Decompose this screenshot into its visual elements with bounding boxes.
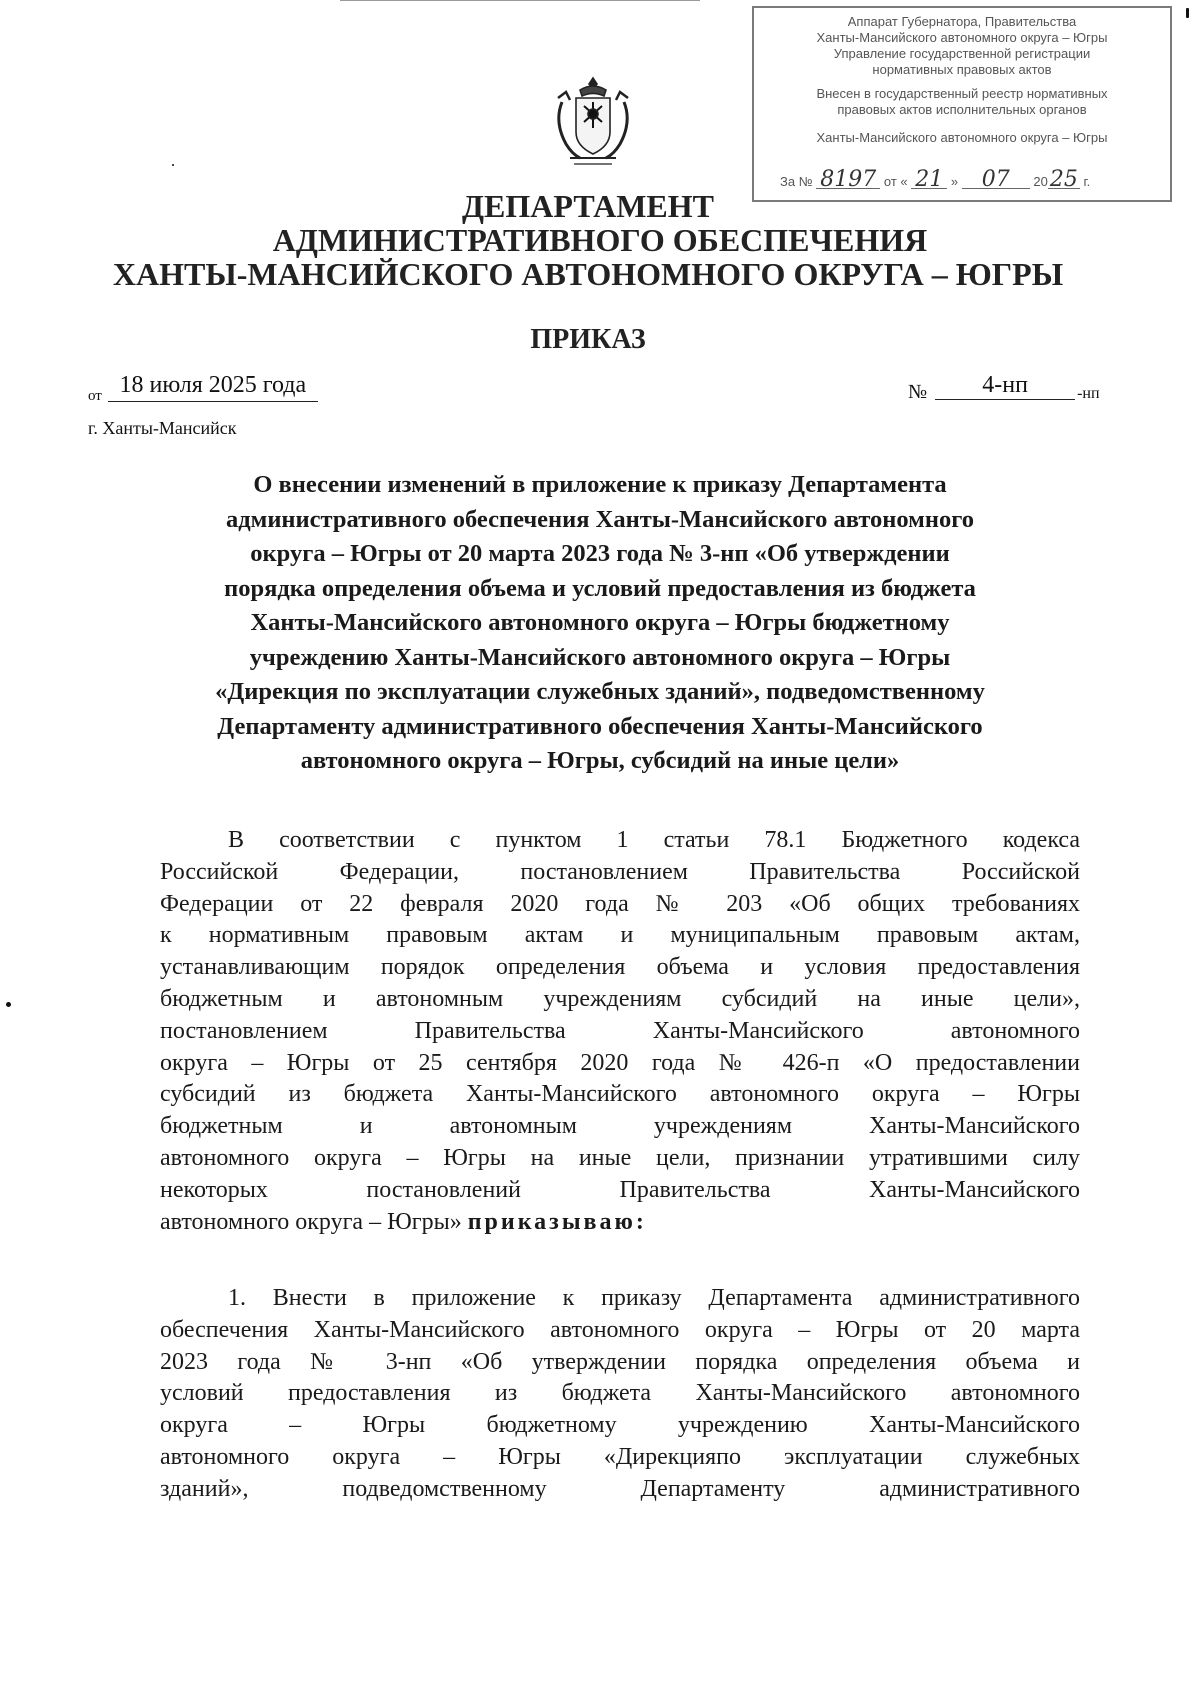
paragraph-line: бюджетным и автономным учреждениям субсидий на иные цели», bbox=[160, 985, 1080, 1012]
paragraph-line: бюджетным и автономным учреждениям Ханты-Мансийского bbox=[160, 1113, 1080, 1140]
scan-speck bbox=[172, 164, 174, 166]
paragraph-line: автономного округа – Югры «Дирекцияпо эксплуатации служебных bbox=[160, 1443, 1080, 1470]
order-number: 4-нп bbox=[935, 372, 1075, 400]
department-title-line1: ДЕПАРТАМЕНТ bbox=[462, 188, 714, 224]
department-title-line2: АДМИНИСТРАТИВНОГО ОБЕСПЕЧЕНИЯ bbox=[272, 222, 928, 258]
stamp-line: Аппарат Губернатора, Правительства bbox=[847, 14, 1077, 29]
stamp-region: Ханты-Мансийского автономного округа – Югры bbox=[816, 130, 1108, 145]
paragraph-line: субсидий из бюджета Ханты-Мансийского автономного округа – Югры bbox=[160, 1081, 1080, 1108]
paragraph-last-line bbox=[160, 1207, 1080, 1239]
paragraph-line: постановлением Правительства Ханты-Мансийского автономного bbox=[160, 1017, 1080, 1044]
subject-line: Ханты-Мансийского автономного округа – Югры бюджетному bbox=[250, 609, 950, 636]
paragraph-line: устанавливающим порядок определения объема и условия предоставления bbox=[160, 954, 1080, 981]
stamp-reg-year-suffix: г. bbox=[1083, 174, 1091, 189]
paragraph-line: некоторых постановлений Правительства Ханты-Мансийского bbox=[160, 1176, 1080, 1203]
subject-line: «Дирекция по эксплуатации служебных зданий», подведомственному bbox=[215, 678, 985, 705]
order-subject bbox=[150, 468, 1050, 779]
department-title-line3: ХАНТЫ-МАНСИЙСКОГО АВТОНОМНОГО ОКРУГА – ЮГРЫ bbox=[112, 256, 1064, 292]
order-number-row bbox=[908, 372, 1100, 406]
stamp-reg-day: 21 bbox=[911, 172, 947, 189]
registration-stamp bbox=[752, 6, 1172, 202]
stamp-reg-number: 8197 bbox=[816, 172, 880, 189]
stamp-line: Управление государственной регистрации bbox=[833, 46, 1091, 61]
subject-line: округа – Югры от 20 марта 2023 года № 3-нп «Об утверждении bbox=[250, 540, 950, 567]
stamp-reg-from: от « bbox=[883, 174, 908, 189]
subject-line: порядка определения объема и условий предоставления из бюджета bbox=[224, 574, 976, 602]
paragraph-line: округа – Югры от 25 сентября 2020 года № 426-п «О предоставлении bbox=[160, 1049, 1080, 1076]
subject-line: О внесении изменений в приложение к приказу Департамента bbox=[253, 471, 947, 498]
stamp-line: правовых актов исполнительных органов bbox=[837, 102, 1087, 117]
scan-edge-line bbox=[340, 0, 700, 1]
paragraph-line: 1. Внести в приложение к приказу Департамента административного bbox=[228, 1285, 1080, 1311]
scan-speck bbox=[6, 1002, 11, 1007]
paragraph-line: условий предоставления из бюджета Ханты-Мансийского автономного bbox=[160, 1380, 1080, 1407]
subject-line: административного обеспечения Ханты-Мансийского автономного bbox=[225, 505, 974, 533]
document-type: ПРИКАЗ bbox=[530, 324, 646, 355]
stamp-reg-year: 25 bbox=[1049, 167, 1078, 192]
stamp-line: Внесен в государственный реестр нормативных bbox=[816, 86, 1108, 101]
paragraph-line: В соответствии с пунктом 1 статьи 78.1 Бюджетного кодекса bbox=[228, 827, 1080, 853]
number-sign: № bbox=[908, 381, 928, 403]
stamp-reg-month: 07 bbox=[962, 172, 1030, 189]
order-date-row bbox=[88, 372, 318, 408]
subject-line: учреждению Ханты-Мансийского автономного округа – Югры bbox=[249, 643, 951, 671]
paragraph-line: округа – Югры бюджетному учреждению Ханты-Мансийского bbox=[160, 1412, 1080, 1439]
paragraph-line: к нормативным правовым актам и муниципальным правовым актам, bbox=[160, 922, 1080, 949]
paragraph-line: Федерации от 22 февраля 2020 года № 203 «Об общих требованиях bbox=[160, 890, 1080, 917]
subject-line: автономного округа – Югры, субсидий на иные цели» bbox=[300, 747, 900, 774]
city: г. Ханты-Мансийск bbox=[88, 418, 237, 438]
preamble-paragraph bbox=[160, 825, 1080, 1238]
stamp-reg-year-prefix: 20 bbox=[1033, 174, 1048, 189]
paragraph-line: автономного округа – Югры на иные цели, признании утратившими силу bbox=[160, 1144, 1080, 1171]
scan-speck bbox=[1186, 8, 1189, 18]
paragraph-line-text: автономного округа – Югры» bbox=[160, 1208, 462, 1235]
stamp-line: Ханты-Мансийского автономного округа – Югры bbox=[816, 30, 1108, 45]
coat-of-arms-icon bbox=[548, 72, 638, 172]
stamp-reg-mid: » bbox=[950, 174, 959, 189]
date-prefix: от bbox=[88, 388, 102, 404]
clause-1-paragraph bbox=[160, 1283, 1080, 1506]
stamp-line: нормативных правовых актов bbox=[872, 62, 1052, 77]
stamp-reg-prefix: За № bbox=[780, 174, 813, 189]
paragraph-line: зданий», подведомственному Департаменту административного bbox=[160, 1475, 1080, 1502]
order-word: приказываю: bbox=[467, 1208, 647, 1235]
order-date: 18 июля 2025 года bbox=[108, 372, 318, 402]
subject-line: Департаменту административного обеспечения Ханты-Мансийского bbox=[217, 712, 983, 740]
paragraph-line: Российской Федерации, постановлением Правительства Российской bbox=[160, 858, 1080, 885]
paragraph-line: обеспечения Ханты-Мансийского автономного округа – Югры от 20 марта bbox=[160, 1316, 1080, 1343]
paragraph-line: 2023 года № 3-нп «Об утверждении порядка определения объема и bbox=[160, 1348, 1080, 1375]
number-suffix: -нп bbox=[1077, 385, 1100, 402]
